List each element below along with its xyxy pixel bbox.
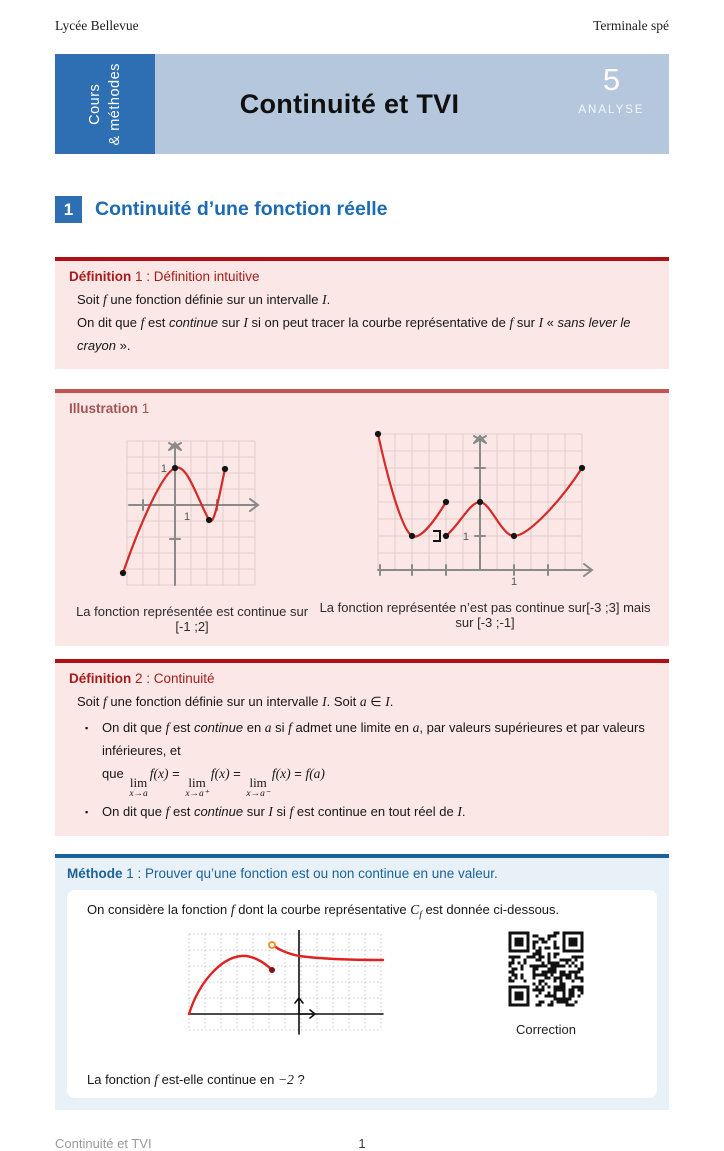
text-segment: ». xyxy=(116,337,131,353)
math-var: f xyxy=(230,902,235,918)
text-segment: est xyxy=(144,314,169,330)
definition-1-box xyxy=(55,257,669,369)
text-segment: On considère la fonction xyxy=(87,902,231,918)
math-var: I xyxy=(322,292,327,307)
y-unit-label: 1 xyxy=(462,530,470,543)
equals-sign: = xyxy=(290,765,306,781)
methode-label: Méthode xyxy=(67,866,123,882)
math-var: f xyxy=(509,314,514,330)
text-segment: « xyxy=(543,314,558,330)
math-var: I xyxy=(268,804,273,820)
text-segment: est xyxy=(169,804,194,820)
limit-operator xyxy=(185,776,208,800)
bullet-icon: ▪ xyxy=(85,722,89,733)
emphasis: continue xyxy=(193,804,244,820)
text-segment: si xyxy=(272,804,290,820)
illustration-figures xyxy=(69,420,655,634)
emphasis: continue xyxy=(168,314,219,330)
chapter-title: Continuité et TVI xyxy=(239,88,460,119)
methode-rest: 1 : Prouver qu’une fonction est ou non continue en une valeur. xyxy=(122,866,498,882)
text-segment: si on peut tracer la courbe représentative de xyxy=(247,314,510,330)
chapter-banner xyxy=(55,54,669,154)
bullet-2-content xyxy=(102,801,649,824)
math-var: f xyxy=(288,719,292,735)
open-endpoint xyxy=(269,942,275,948)
equals-sign: = xyxy=(229,765,245,781)
text-segment: Soit xyxy=(77,292,104,307)
equals-sign: = xyxy=(168,765,184,781)
qr-caption: Correction xyxy=(516,1021,576,1037)
math-var: f xyxy=(165,719,170,735)
exercise-question xyxy=(87,1072,637,1088)
banner-side-line2: & méthodes xyxy=(106,62,123,146)
footer-chapter-title: Continuité et TVI xyxy=(55,1135,152,1151)
lim-word: lim xyxy=(129,774,148,790)
emphasis: continue xyxy=(193,719,244,735)
curve-right-branch xyxy=(274,946,383,960)
banner-side-line1: Cours xyxy=(86,83,103,125)
math-number: −2 xyxy=(277,1071,294,1087)
text-segment: est xyxy=(169,719,194,735)
math-var: f xyxy=(103,292,107,307)
text-segment: que xyxy=(102,765,128,781)
methode-exercise-card xyxy=(67,890,657,1098)
illustration-title xyxy=(69,401,655,416)
curve-symbol: C xyxy=(410,902,420,918)
limit-formula xyxy=(102,763,649,800)
math-var: a xyxy=(359,693,367,709)
continuous-function-graph xyxy=(117,434,267,592)
document-footer xyxy=(55,1136,669,1151)
lim-word: lim xyxy=(188,774,206,790)
math-expr: f(x) xyxy=(149,765,169,781)
text-segment: une fonction définie sur un intervalle xyxy=(106,693,323,709)
limit-operator xyxy=(129,776,147,800)
text-segment: admet une limite en xyxy=(291,719,413,735)
text-segment: , par valeurs supérieures et par valeurs inférieures, et xyxy=(102,719,645,758)
text-segment: sur xyxy=(218,314,244,330)
math-expr: f(a) xyxy=(305,765,325,781)
definition-1-label: Définition xyxy=(69,269,132,284)
text-segment: On dit que xyxy=(102,719,166,735)
chapter-number-block xyxy=(564,63,659,116)
math-var: f xyxy=(154,1071,158,1087)
text-segment: . xyxy=(461,804,466,820)
figure-1-caption: La fonction représentée est continue sur [-1 ;2] xyxy=(76,603,309,634)
limit-operator xyxy=(246,776,269,800)
math-var: a xyxy=(412,719,420,735)
banner-main xyxy=(155,54,669,154)
definition-1-rest: 1 : Définition intuitive xyxy=(131,269,260,284)
definition-1-body xyxy=(69,284,655,357)
definition-2-intro xyxy=(77,691,649,714)
bullet-item-1 xyxy=(77,717,649,802)
math-var: f xyxy=(165,804,170,820)
math-expr: f(x) xyxy=(271,765,291,781)
closed-endpoint xyxy=(269,967,275,973)
text-segment: . Soit xyxy=(326,693,360,709)
exercise-function-graph xyxy=(187,930,387,1058)
lim-subscript: x→a⁻ xyxy=(246,788,270,799)
text-segment: est donnée ci-dessous. xyxy=(421,902,560,918)
math-var: f xyxy=(140,314,145,330)
text-segment: dont la courbe représentative xyxy=(234,902,411,918)
section-title: Continuité d’une fonction réelle xyxy=(95,198,388,220)
qr-block xyxy=(507,930,585,1037)
methode-box xyxy=(55,854,669,1110)
section-heading xyxy=(55,196,669,223)
lim-subscript: x→a xyxy=(129,788,148,799)
text-segment: ? xyxy=(293,1071,305,1087)
curve-subscript: f xyxy=(419,910,422,921)
definition-1-title xyxy=(69,269,655,284)
grade-level: Terminale spé xyxy=(593,18,669,33)
illustration-label: Illustration xyxy=(69,400,139,416)
figure-1-column xyxy=(69,420,315,634)
figure-2-caption: La fonction représentée n’est pas continue sur[-3 ;3] mais sur [-3 ;-1] xyxy=(319,599,651,630)
text-segment: . xyxy=(326,292,331,307)
methode-title xyxy=(67,866,657,881)
text-segment: une fonction définie sur un intervalle xyxy=(106,292,323,307)
math-var: f xyxy=(103,693,107,709)
math-var: I xyxy=(457,804,462,820)
definition-1-line2 xyxy=(77,312,649,357)
text-segment: sur xyxy=(513,314,539,330)
exercise-figure-row xyxy=(87,930,637,1063)
banner-side-tab xyxy=(55,54,155,154)
definition-1-line1 xyxy=(77,289,649,312)
document-header xyxy=(0,0,724,34)
illustration-box xyxy=(55,389,669,646)
bullet-item-2 xyxy=(77,801,649,824)
emphasis: sans lever le crayon xyxy=(77,314,631,353)
x-unit-label: 1 xyxy=(510,575,518,588)
figure-2-column xyxy=(315,420,655,634)
math-var: I xyxy=(322,693,327,709)
math-expr: f(x) xyxy=(210,765,230,781)
text-segment: . xyxy=(389,693,394,709)
definition-2-rest: 2 : Continuité xyxy=(131,670,215,686)
math-var: a xyxy=(264,719,272,735)
definition-2-label: Définition xyxy=(69,670,132,686)
text-segment: est continue en tout réel de xyxy=(293,804,458,820)
lim-word: lim xyxy=(249,774,267,790)
exercise-graph-wrap xyxy=(187,930,387,1063)
text-segment: On dit que xyxy=(77,314,141,330)
text-segment: sur xyxy=(243,804,269,820)
text-segment: est-elle continue en xyxy=(157,1071,278,1087)
text-segment: Soit xyxy=(77,693,104,709)
text-segment: On dit que xyxy=(102,804,166,820)
math-var: I xyxy=(243,314,248,330)
chapter-number: 5 xyxy=(602,62,621,97)
definition-2-title xyxy=(69,671,655,686)
bullet-icon: ▪ xyxy=(85,807,89,818)
text-segment: si xyxy=(271,719,289,735)
definition-2-box xyxy=(55,659,669,836)
illustration-rest: 1 xyxy=(138,400,150,416)
qr-code xyxy=(507,930,585,1008)
banner-side-label xyxy=(85,63,126,145)
math-var: f xyxy=(289,804,294,820)
curve-left-branch xyxy=(189,956,272,1014)
section-number: 1 xyxy=(55,196,82,223)
text-segment: en xyxy=(243,719,265,735)
lim-subscript: x→a⁺ xyxy=(185,788,209,799)
bullet-1-content xyxy=(102,717,649,802)
school-name: Lycée Bellevue xyxy=(55,18,139,33)
chapter-theme: ANALYSE xyxy=(578,104,645,117)
footer-page-number: 1 xyxy=(358,1135,366,1151)
text-segment: La fonction xyxy=(87,1071,155,1087)
definition-2-body xyxy=(69,686,655,824)
discontinuous-function-graph xyxy=(370,426,600,588)
exercise-intro xyxy=(87,902,637,921)
element-of-symbol: ∈ xyxy=(366,693,386,709)
x-unit-label: 1 xyxy=(183,510,191,523)
y-unit-label: 1 xyxy=(160,462,168,475)
math-var: I xyxy=(385,693,390,709)
math-var: I xyxy=(538,314,544,330)
